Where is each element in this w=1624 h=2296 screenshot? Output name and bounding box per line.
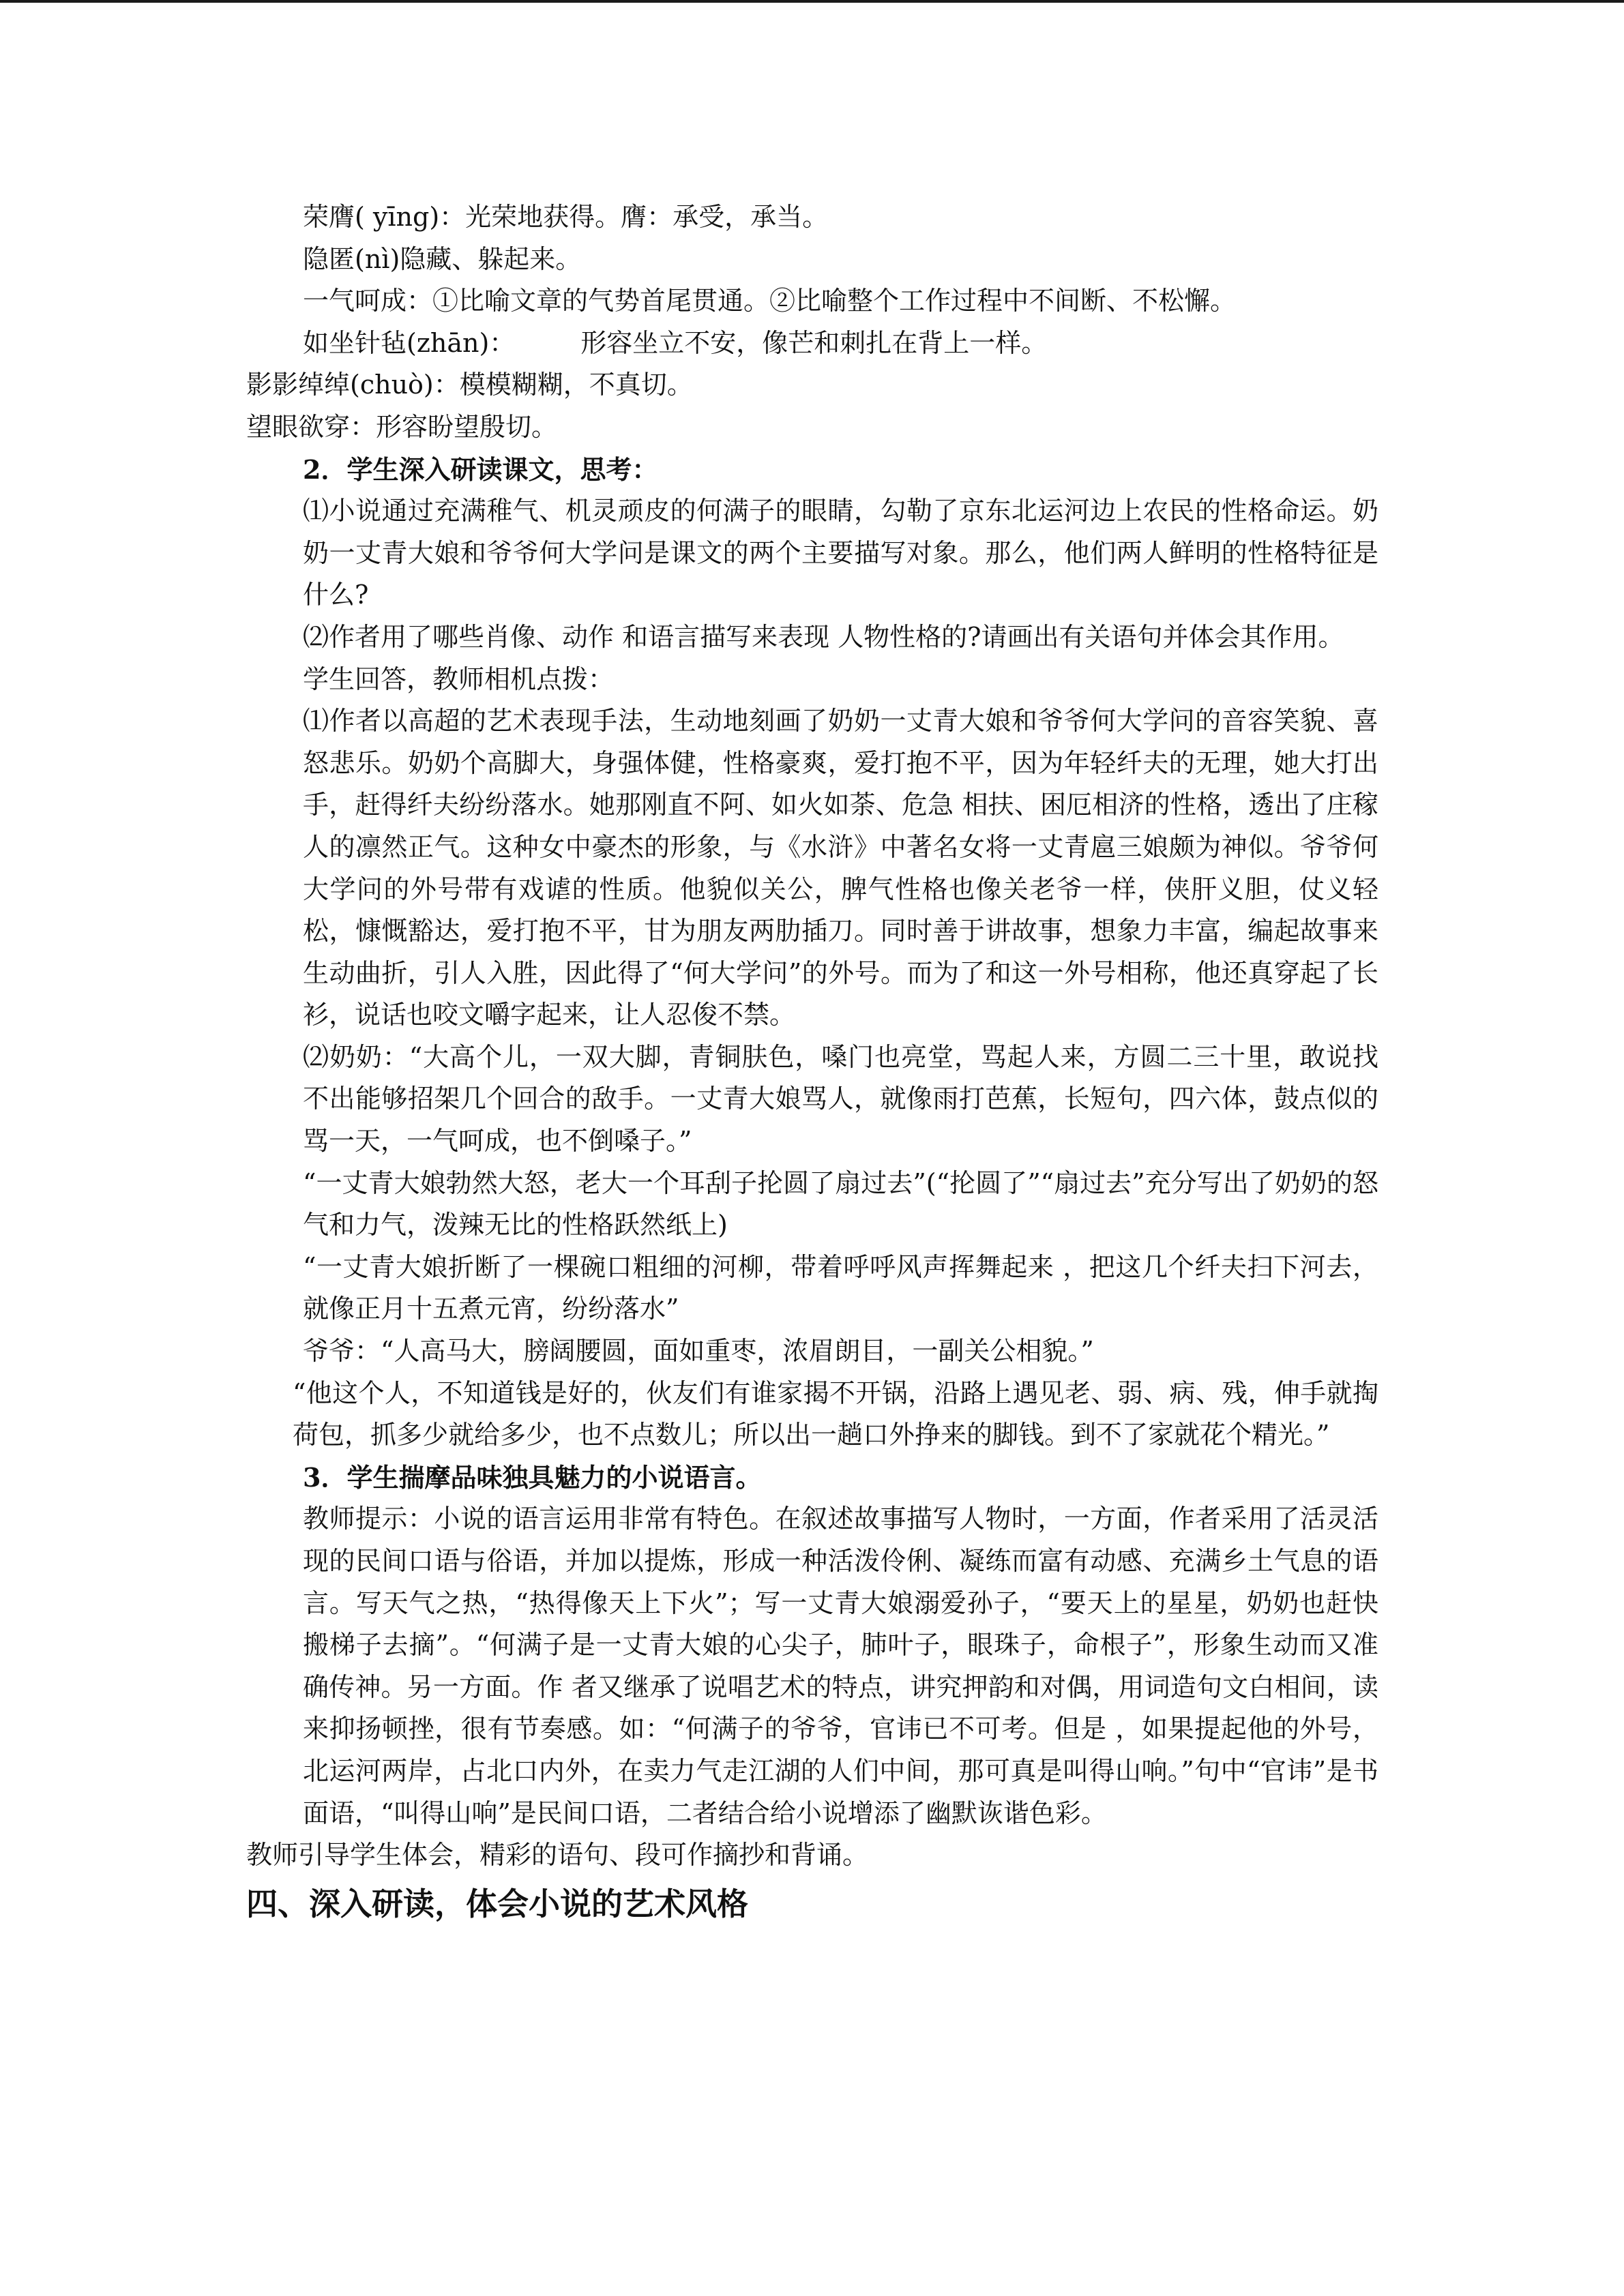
vocab-zhan-def: 形容坐立不安，像芒和刺扎在背上一样。	[580, 327, 1048, 358]
section-3-title: 3．学生揣摩品味独具魅力的小说语言。	[303, 1461, 762, 1493]
vocab-zhan-term: 如坐针毡(zhān)：	[303, 327, 516, 358]
vocab-chuo: 影影绰绰(chuò)：模模糊糊，不真切。	[246, 370, 693, 400]
vocab-ying: 荣膺( yīng)：光荣地获得。膺：承受，承当。	[303, 202, 829, 232]
answer-1: ⑴作者以高超的艺术表现手法，生动地刻画了奶奶一丈青大娘和爷爷何大学问的音容笑貌、喜 怒悲乐。奶奶个高脚大，身强体健，性格豪爽，爱打抱不平，因为年轻纤夫的无理，她大打出手，赶得纤夫纷纷落水。她那刚直不阿、如火如荼、危急 相扶、困厄相济的性格，透出了庄稼人的凛然正气。这种女中豪杰的形象，与《水浒》中著名女将一丈青扈三娘颇为神似。爷爷何大学问的外号带有戏谑的性质。他貌似关公，脾气性格也像关老爷一样，侠肝义胆，仗义轻松，慷慨豁达，爱打抱不平，甘为朋友两肋插刀。同时善于讲故事，想象力丰富，编起故事来生动曲折，引人入胜，因此得了“何大学问”的外号。而为了和这一外号相称，他还真穿起了长衫，说话也咬文嚼字起来，让人忍俊不禁。	[303, 706, 1378, 1030]
vocab-ni: 隐匿(nì)隐藏、躲起来。	[303, 243, 582, 274]
question-1: ⑴小说通过充满稚气、机灵顽皮的何满子的眼睛，勾勒了京东北运河边上农民的性格命运。奶奶一丈青大娘和爷爷何大学问是课文的两个主要描写对象。那么，他们两人鲜明的性格特征是什么?	[303, 496, 1378, 610]
quote-grandpa: 爷爷：“人高马大，膀阔腰圆，面如重枣，浓眉朗目，一副关公相貌。”	[303, 1336, 1094, 1367]
section-2-title: 2．学生深入研读课文，思考：	[303, 453, 658, 485]
answer-intro: 学生回答，教师相机点拨：	[303, 664, 615, 694]
top-border	[0, 0, 1624, 3]
vocab-zhan	[246, 323, 1378, 365]
teacher-guide: 教师引导学生体会，精彩的语句、段可作摘抄和背诵。	[246, 1840, 869, 1870]
answer-2-grandma: ⑵奶奶：“大高个儿，一双大脚，青铜肤色，嗓门也亮堂，骂起人来，方圆二三十里，敢说找不出能够招架几个回合的敌手。一丈青大娘骂人，就像雨打芭蕉，长短句，四六体，鼓点似的骂一天，一气呵成，也不倒嗓子。”	[303, 1041, 1378, 1157]
document-body	[246, 196, 1378, 1928]
vocab-yiqiheche: 一气呵成：①比喻文章的气势首尾贯通。②比喻整个工作过程中不间断、不松懈。	[303, 286, 1237, 316]
quote-anger: “一丈青大娘勃然大怒，老大一个耳刮子抡圆了扇过去”(“抡圆了”“扇过去”充分写出了奶奶的怒气和力气，泼辣无比的性格跃然纸上)	[303, 1167, 1378, 1240]
section-4-heading: 四、深入研读，体会小说的艺术风格	[246, 1885, 748, 1922]
quote-money: “他这个人，不知道钱是好的，伙友们有谁家揭不开锅，沿路上遇见老、弱、病、残，伸手就掏荷包，抓多少就给多少，也不点数儿；所以出一趟口外挣来的脚钱。到不了家就花个精光。”	[293, 1377, 1378, 1450]
vocab-wangyan: 望眼欲穿：形容盼望殷切。	[246, 411, 558, 442]
quote-willow: “一丈青大娘折断了一棵碗口粗细的河柳，带着呼呼风声挥舞起来 ，把这几个纤夫扫下河去，就像正月十五煮元宵，纷纷落水”	[303, 1251, 1378, 1324]
teacher-hint: 教师提示：小说的语言运用非常有特色。在叙述故事描写人物时，一方面，作者采用了活灵活现的民间口语与俗语，并加以提炼，形成一种活泼伶俐、凝练而富有动感、充满乡土气息的语言。写天气之热，“热得像天上下火”；写一丈青大娘溺爱孙子，“要天上的星星，奶奶也赶快搬梯子去摘”。“何满子是一丈青大娘的心尖子，肺叶子，眼珠子，命根子”，形象生动而又准确传神。另一方面。作 者又继承了说唱艺术的特点，讲究押韵和对偶，用词造句文白相间，读来抑扬顿挫，很有节奏感。如：“何满子的爷爷，官讳已不可考。但是 ，如果提起他的外号，北运河两岸，占北口内外，在卖力气走江湖的人们中间，那可真是叫得山响。”句中“官讳”是书面语，“叫得山响”是民间口语，二者结合给小说增添了幽默诙谐色彩。	[303, 1504, 1378, 1828]
question-2: ⑵作者用了哪些肖像、动作 和语言描写来表现 人物性格的?请画出有关语句并体会其作用。	[303, 621, 1344, 652]
